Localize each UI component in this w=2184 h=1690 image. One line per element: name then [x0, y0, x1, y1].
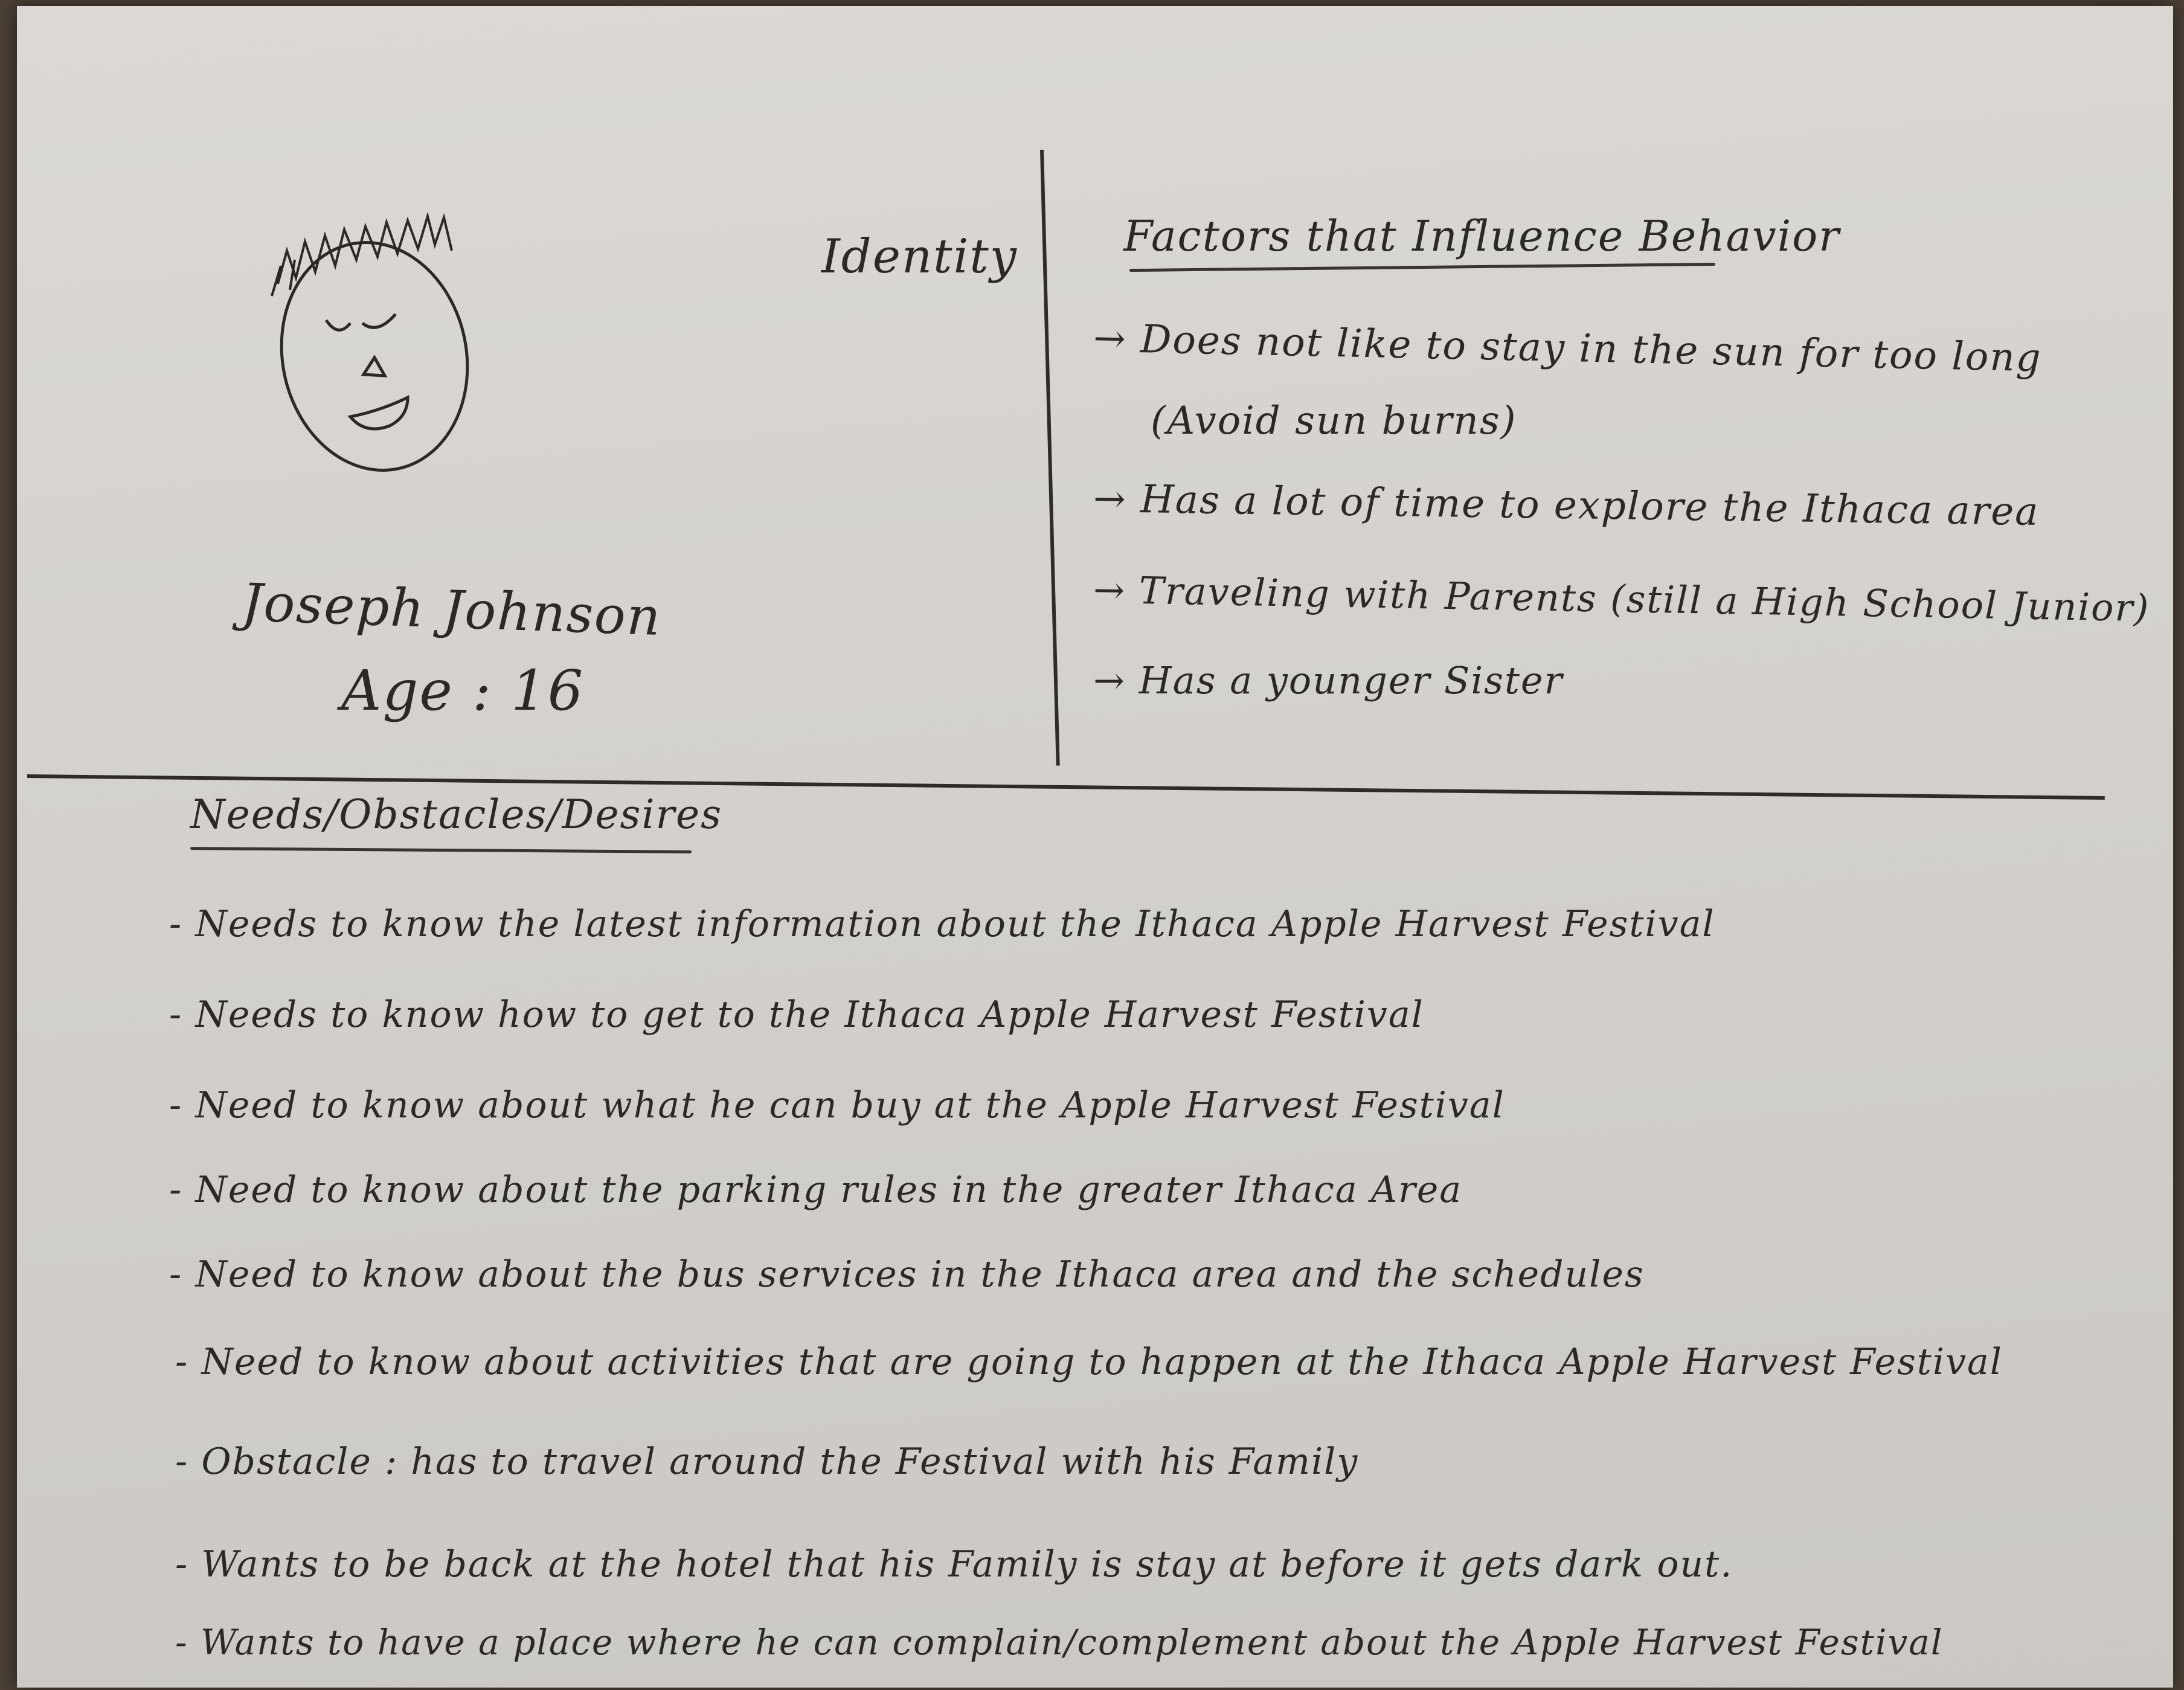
arrow-icon: →: [1093, 567, 1126, 612]
arrow-icon: →: [1093, 316, 1128, 362]
persona-age: Age : 16: [341, 658, 585, 723]
face-sketch-icon: [260, 193, 489, 483]
list-item: - Need to know about what he can buy at the Apple Harvest Festival: [169, 1084, 1505, 1126]
list-item: - Wants to be back at the hotel that his Family is stay at before it gets dark out.: [175, 1543, 1733, 1586]
needs-heading: Needs/Obstacles/Desires: [190, 791, 722, 838]
list-item: - Need to know about activities that are going to happen at the Ithaca Apple Harvest Festival: [175, 1341, 2003, 1383]
arrow-icon: →: [1093, 477, 1128, 522]
factor-item: → Does not like to stay in the sun for too long: [1093, 316, 2043, 381]
list-item: - Needs to know the latest information about the Ithaca Apple Harvest Festival: [169, 903, 1715, 945]
factor-item: (Avoid sun burns): [1151, 399, 1517, 443]
identity-heading: Identity: [821, 230, 1018, 284]
factor-item: → Traveling with Parents (still a High School Junior): [1093, 567, 2150, 631]
factor-item: → Has a lot of time to explore the Ithaca area: [1093, 477, 2040, 535]
persona-name: Joseph Johnson: [240, 572, 663, 648]
arrow-icon: →: [1093, 658, 1126, 702]
factor-item: → Has a younger Sister: [1093, 658, 1564, 702]
factors-heading: Factors that Influence Behavior: [1123, 211, 1840, 261]
list-item: - Obstacle : has to travel around the Festival with his Family: [175, 1441, 1359, 1483]
list-item: - Wants to have a place where he can complain/complement about the Apple Harvest Festival: [175, 1622, 1944, 1663]
list-item: - Need to know about the bus services in the Ithaca area and the schedules: [169, 1253, 1645, 1296]
list-item: - Need to know about the parking rules in the greater Ithaca Area: [169, 1169, 1463, 1211]
list-item: - Needs to know how to get to the Ithaca Apple Harvest Festival: [169, 994, 1424, 1036]
